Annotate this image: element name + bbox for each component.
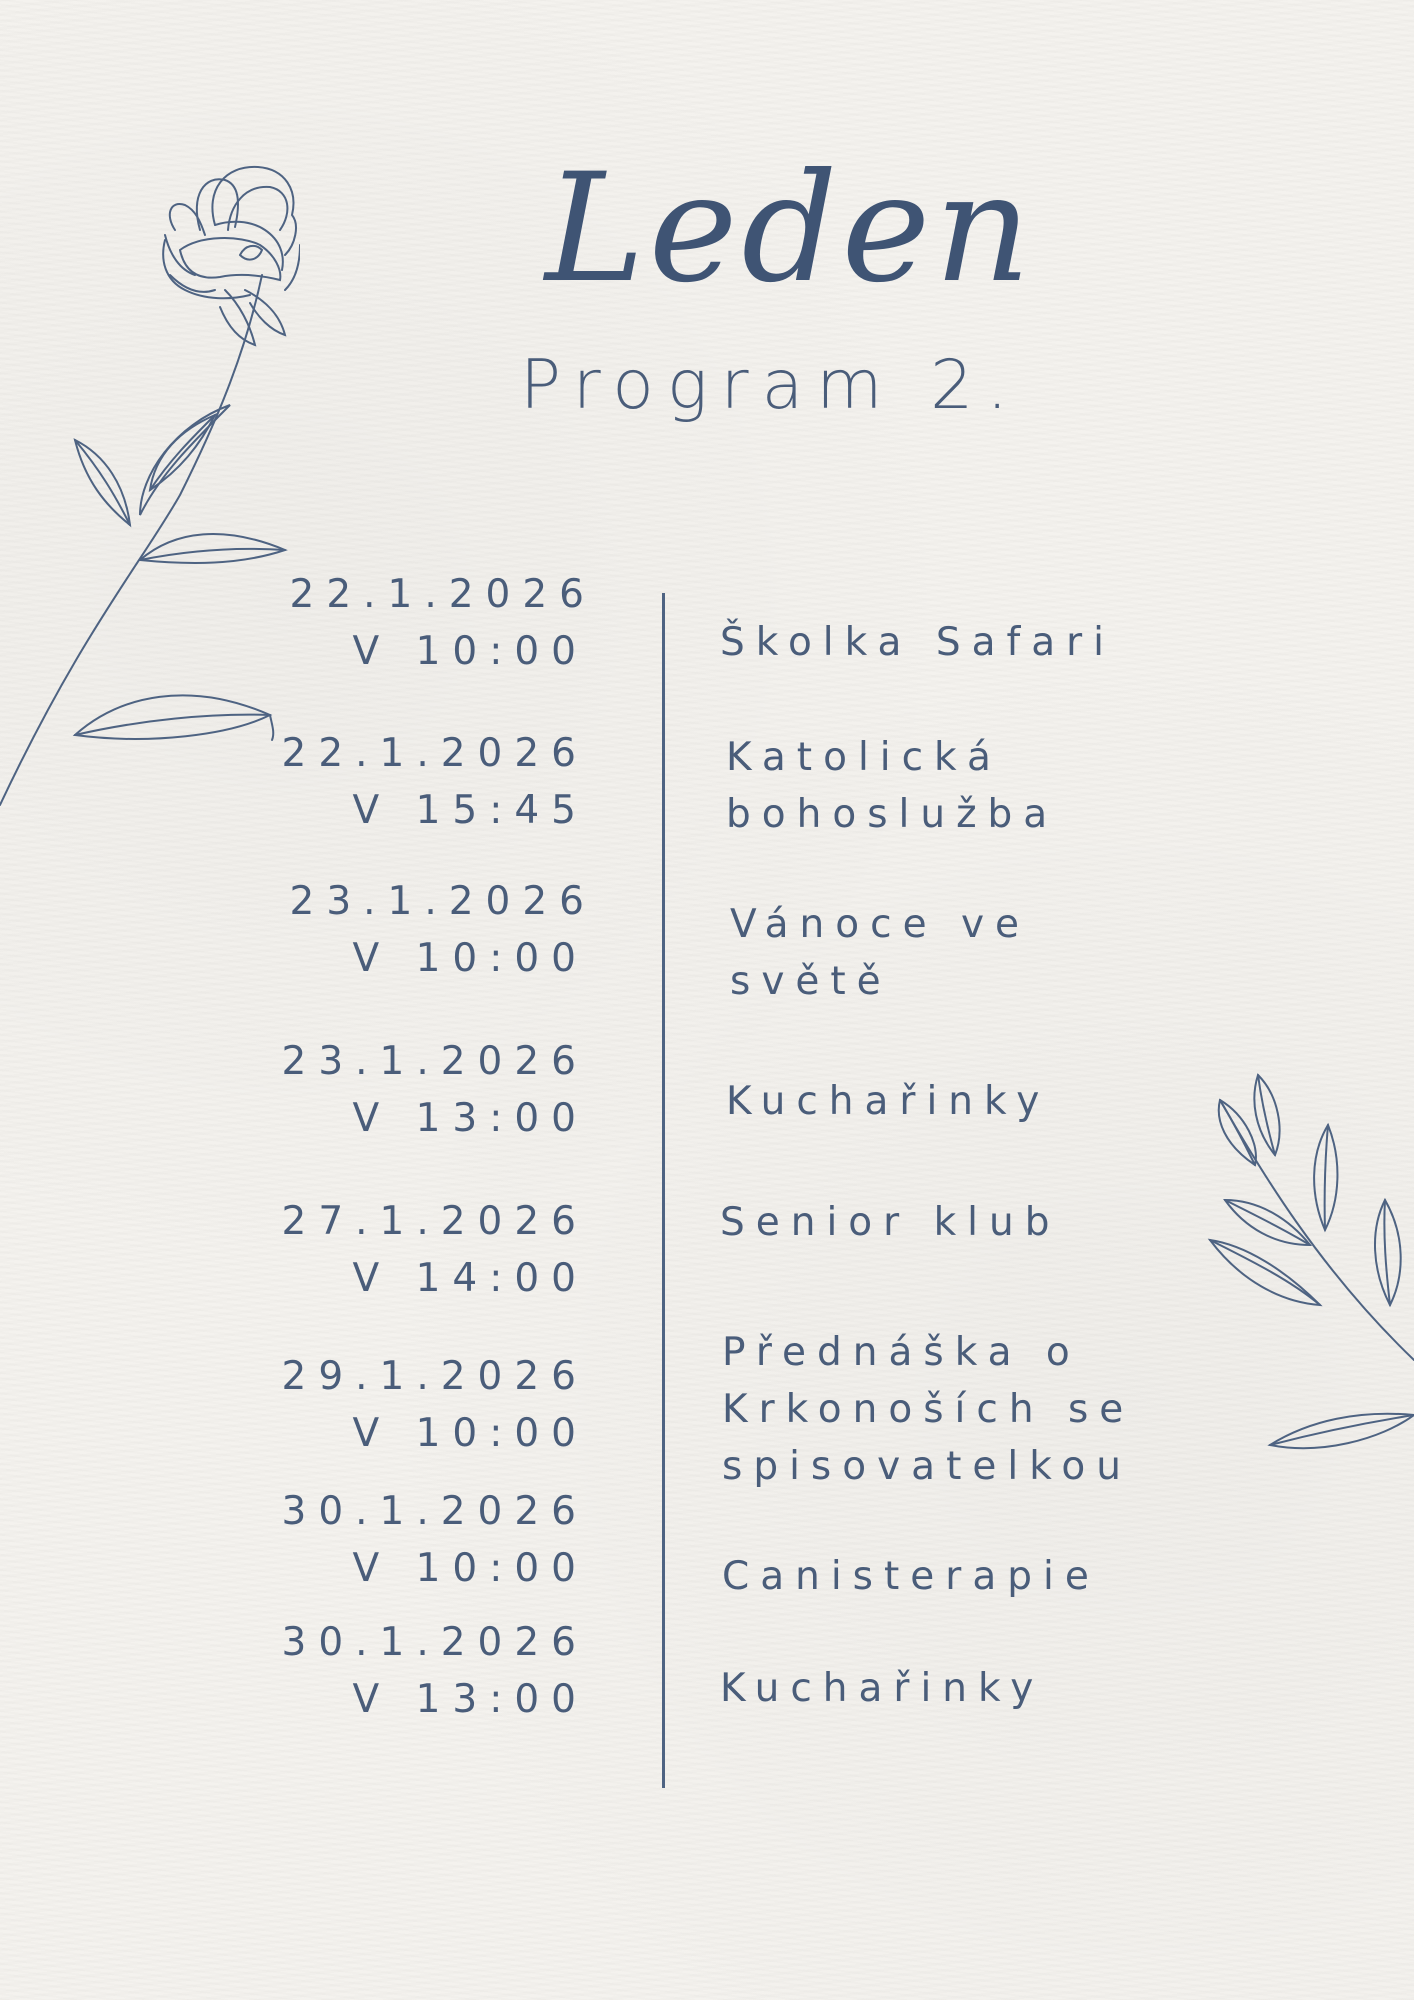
schedule-event-2: Katolická bohoslužba — [726, 735, 1059, 837]
time-label: V 10:00 — [352, 936, 588, 981]
schedule-date-3 — [188, 873, 596, 987]
schedule-date-5 — [188, 1193, 588, 1307]
peony-flower-illustration — [0, 95, 300, 815]
page-title — [480, 105, 1100, 345]
date-label: 27.1.2026 — [281, 1199, 588, 1244]
time-label: V 15:45 — [352, 788, 588, 833]
schedule-event-6: Přednáška o Krkonoších se spisovatelkou — [722, 1330, 1135, 1489]
date-label: 30.1.2026 — [281, 1489, 588, 1534]
schedule-event-1: Školka Safari — [720, 620, 1115, 665]
time-label: V 10:00 — [352, 629, 588, 674]
date-label: 23.1.2026 — [289, 879, 596, 924]
olive-branch-illustration — [1200, 1070, 1414, 1460]
schedule-event-5: Senior klub — [720, 1200, 1061, 1245]
schedule-date-7 — [188, 1483, 588, 1597]
schedule-date-4 — [188, 1033, 588, 1147]
schedule-event-3: Vánoce ve světě — [730, 902, 1031, 1004]
schedule-date-2 — [188, 725, 588, 839]
date-label: 22.1.2026 — [281, 731, 588, 776]
page-subtitle: Program 2. — [520, 346, 1022, 425]
time-label: V 10:00 — [352, 1546, 588, 1591]
time-label: V 13:00 — [352, 1096, 588, 1141]
date-label: 29.1.2026 — [281, 1354, 588, 1399]
schedule-event-4: Kuchařinky — [726, 1079, 1051, 1124]
timeline-divider — [662, 593, 665, 1788]
date-label: 23.1.2026 — [281, 1039, 588, 1084]
schedule-event-7: Canisterapie — [722, 1554, 1100, 1599]
schedule-event-8: Kuchařinky — [720, 1666, 1045, 1711]
date-label: 22.1.2026 — [289, 572, 596, 617]
schedule-date-6 — [188, 1348, 588, 1462]
schedule-date-1 — [188, 566, 596, 680]
schedule-date-8 — [188, 1614, 588, 1728]
time-label: V 13:00 — [352, 1677, 588, 1722]
title-text: Leden — [545, 142, 1035, 316]
time-label: V 10:00 — [352, 1411, 588, 1456]
time-label: V 14:00 — [352, 1256, 588, 1301]
date-label: 30.1.2026 — [281, 1620, 588, 1665]
